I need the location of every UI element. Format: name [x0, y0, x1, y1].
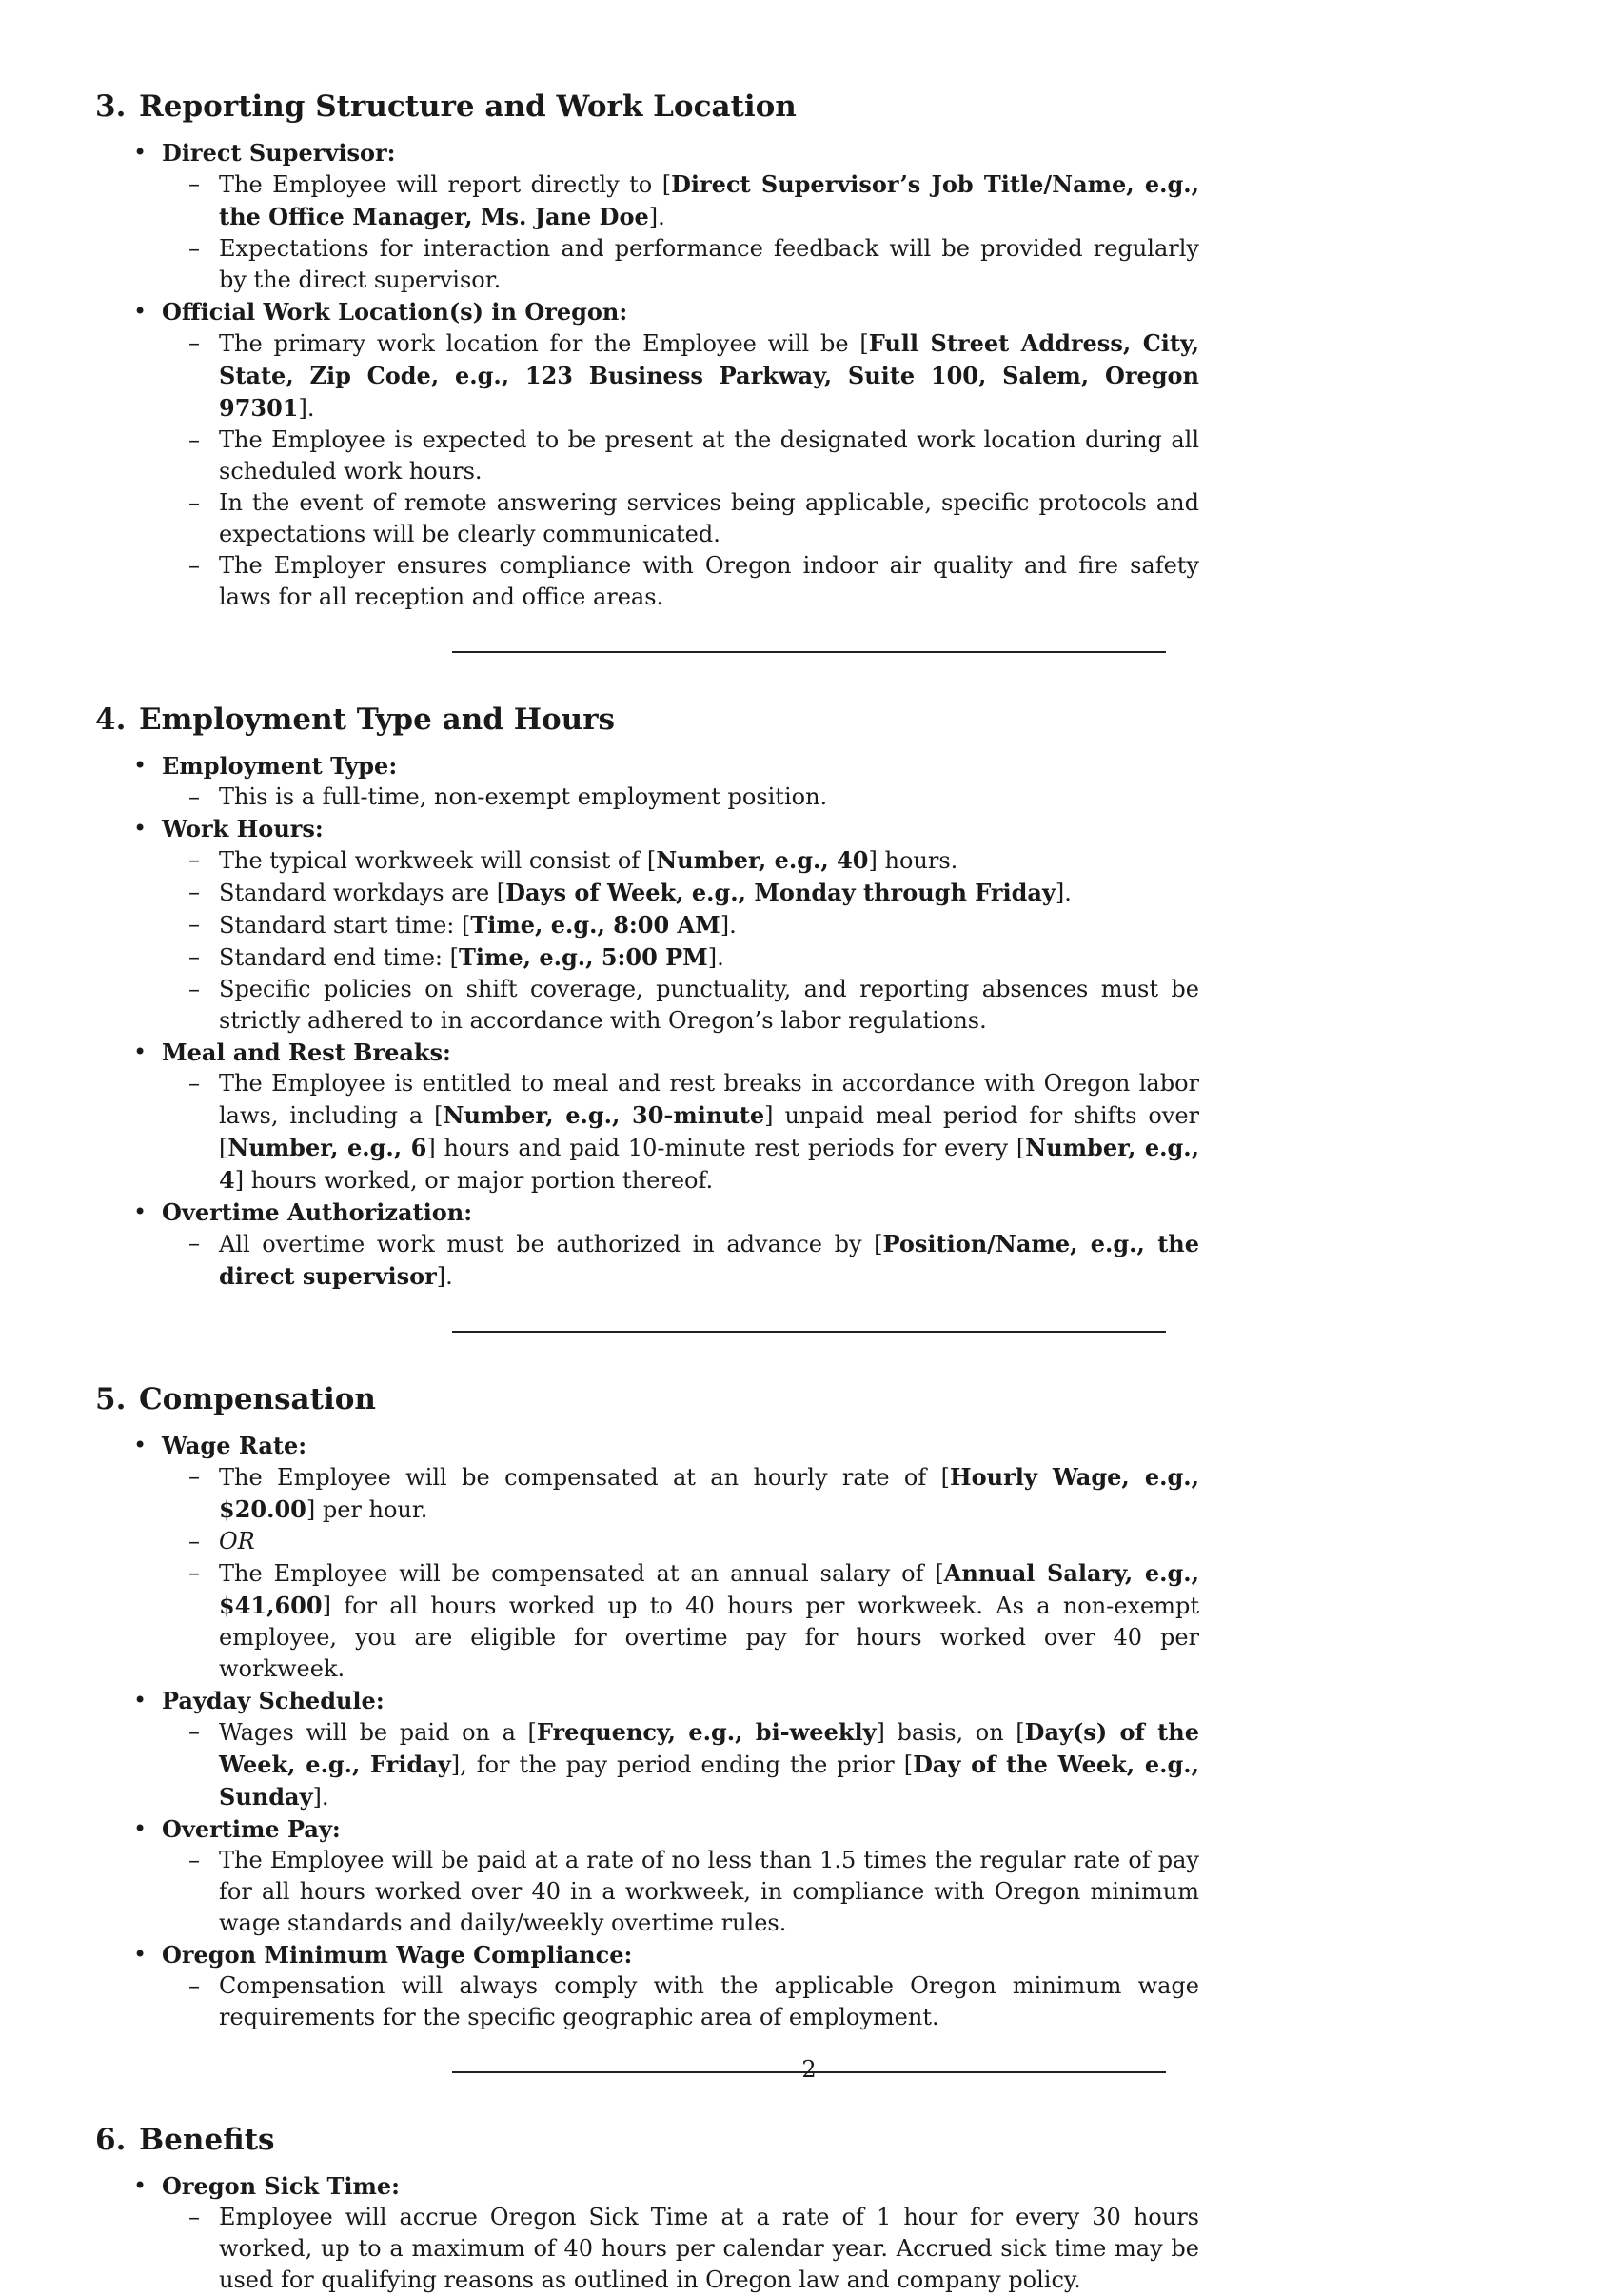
bullet-icon: • [133, 752, 148, 779]
dash-icon: – [188, 1463, 200, 1490]
list-item-payday-schedule [95, 1685, 1523, 1813]
dash-icon: – [188, 235, 200, 262]
sub-item: – Compensation will always comply with the applicable Oregon minimum wage requirements for the specific geographic area of employment. [188, 1972, 1199, 2030]
section-reporting-structure [95, 88, 1523, 653]
page-number: 2 [801, 2056, 817, 2083]
list-item-work-location [95, 296, 1523, 613]
dash-icon: – [188, 1528, 200, 1554]
dash-icon: – [188, 943, 200, 970]
sub-item: – The Employee will be compensated at an hourly rate of [Hourly Wage, e.g., $20.00] per hour. [188, 1463, 1199, 1523]
list-item-sick-time [95, 2170, 1523, 2296]
list-item-meal-rest-breaks [95, 1037, 1523, 1197]
dash-icon: – [188, 329, 200, 356]
item-heading: Payday Schedule: [162, 1687, 385, 1714]
item-heading: Overtime Pay: [162, 1815, 341, 1843]
sub-item: – The typical workweek will consist of [Number, e.g., 40] hours. [188, 846, 958, 874]
dash-icon: – [188, 783, 200, 810]
sub-item: – OR [162, 1526, 1199, 1557]
sub-item: – The Employee is expected to be present at the designated work location during all scheduled work hours. [188, 426, 1199, 485]
list-item-employment-type [95, 750, 1523, 813]
item-heading: Overtime Authorization: [162, 1198, 473, 1226]
dash-icon: – [188, 426, 200, 453]
item-heading: Meal and Rest Breaks: [162, 1039, 451, 1066]
sub-item: – Standard workdays are [Days of Week, e.g., Monday through Friday]. [188, 879, 1072, 906]
item-heading: Oregon Minimum Wage Compliance: [162, 1941, 633, 1969]
bullet-icon: • [133, 1815, 148, 1842]
sub-item: – The Employee will be paid at a rate of no less than 1.5 times the regular rate of pay for all hours worked over 40 in a workweek, in compliance with Oregon minimum wage standards and daily/weekly overtime rules. [188, 1847, 1199, 1936]
bullet-icon: • [133, 2172, 148, 2199]
section-title: 6. Benefits [95, 2123, 275, 2157]
list-item-overtime-authorization [95, 1197, 1523, 1293]
bullet-icon: • [133, 1039, 148, 1065]
sub-item: – Standard start time: [Time, e.g., 8:00 AM]. [188, 911, 737, 939]
dash-icon: – [188, 489, 200, 516]
document-page [95, 88, 1523, 2296]
sub-item: – Wages will be paid on a [Frequency, e.g., bi-weekly] basis, on [Day(s) of the Week, e.g., Friday], for the pay period ending the prior [Day of the Week, e.g., Sunday]. [188, 1718, 1199, 1811]
sub-item: – Employee will accrue Oregon Sick Time at a rate of 1 hour for every 30 hours worked, up to a maximum of 40 hours per calendar year. Accrued sick time may be used for qualifying reasons as outlined in Oregon law and company policy. [188, 2204, 1199, 2293]
item-heading: Oregon Sick Time: [162, 2172, 400, 2200]
dash-icon: – [188, 1847, 200, 1873]
list-item-minimum-wage [95, 1939, 1523, 2033]
item-heading: Direct Supervisor: [162, 139, 396, 167]
item-heading: Wage Rate: [162, 1432, 307, 1459]
sub-item: – The Employer ensures compliance with Oregon indoor air quality and fire safety laws for all reception and office areas. [188, 552, 1199, 610]
list-item-overtime-pay [95, 1813, 1523, 1939]
dash-icon: – [188, 976, 200, 1002]
section-employment-type [95, 701, 1523, 1333]
bullet-icon: • [133, 1198, 148, 1225]
dash-icon: – [188, 170, 200, 197]
list-item-work-hours [95, 813, 1523, 1037]
section-divider [452, 651, 1166, 653]
item-heading: Work Hours: [162, 815, 324, 842]
section-title: 5. Compensation [95, 1382, 376, 1416]
section-benefits [95, 2121, 1523, 2296]
sub-item: – All overtime work must be authorized in advance by [Position/Name, e.g., the direct supervisor]. [188, 1230, 1200, 1290]
bullet-icon: • [133, 1432, 148, 1458]
sub-item: – This is a full-time, non-exempt employment position. [162, 782, 1199, 813]
bullet-icon: • [133, 139, 148, 166]
sub-item: – The Employee will be compensated at an annual salary of [Annual Salary, e.g., $41,600] for all hours worked up to 40 hours per workweek. As a non-exempt employee, you are eligible for overtime pay for hours worked over 40 per workweek. [188, 1559, 1199, 1682]
sub-item: – Expectations for interaction and performance feedback will be provided regularly by the direct supervisor. [188, 235, 1199, 293]
sub-item: – The primary work location for the Employee will be [Full Street Address, City, State, Zip Code, e.g., 123 Business Parkway, Suite 100, Salem, Oregon 97301]. [188, 329, 1200, 422]
item-heading: Employment Type: [162, 752, 398, 780]
section-compensation [95, 1380, 1523, 2073]
dash-icon: – [188, 846, 200, 873]
dash-icon: – [188, 1230, 200, 1257]
section-divider [452, 1331, 1166, 1333]
bullet-icon: • [133, 1941, 148, 1968]
dash-icon: – [188, 879, 200, 905]
list-item-direct-supervisor [95, 137, 1523, 296]
sub-item: – In the event of remote answering services being applicable, specific protocols and expectations will be clearly communicated. [188, 489, 1199, 547]
bullet-icon: • [133, 1687, 148, 1713]
bullet-icon: • [133, 298, 148, 325]
section-title: 4. Employment Type and Hours [95, 703, 615, 737]
list-item-wage-rate [95, 1430, 1523, 1685]
dash-icon: – [188, 2204, 200, 2230]
dash-icon: – [188, 552, 200, 579]
sub-item: – The Employee is entitled to meal and rest breaks in accordance with Oregon labor laws, including a [Number, e.g., 30-minute] unpaid meal period for shifts over [Number, e.g., 6] hours and paid 10-minute rest periods for every [Number, e.g., 4] hours worked, or major portion thereof. [188, 1070, 1200, 1194]
dash-icon: – [188, 1972, 200, 1999]
sub-item: – Standard end time: [Time, e.g., 5:00 PM]. [188, 943, 724, 971]
item-heading: Official Work Location(s) in Oregon: [162, 298, 628, 326]
dash-icon: – [188, 1070, 200, 1097]
dash-icon: – [188, 1718, 200, 1745]
dash-icon: – [188, 1559, 200, 1586]
sub-item: – Specific policies on shift coverage, punctuality, and reporting absences must be strictly adhered to in accordance with Oregon’s labor regulations. [188, 976, 1199, 1034]
dash-icon: – [188, 911, 200, 938]
sub-item: – The Employee will report directly to [Direct Supervisor’s Job Title/Name, e.g., the Office Manager, Ms. Jane Doe]. [188, 170, 1199, 230]
section-title: 3. Reporting Structure and Work Location [95, 89, 797, 124]
bullet-icon: • [133, 815, 148, 841]
